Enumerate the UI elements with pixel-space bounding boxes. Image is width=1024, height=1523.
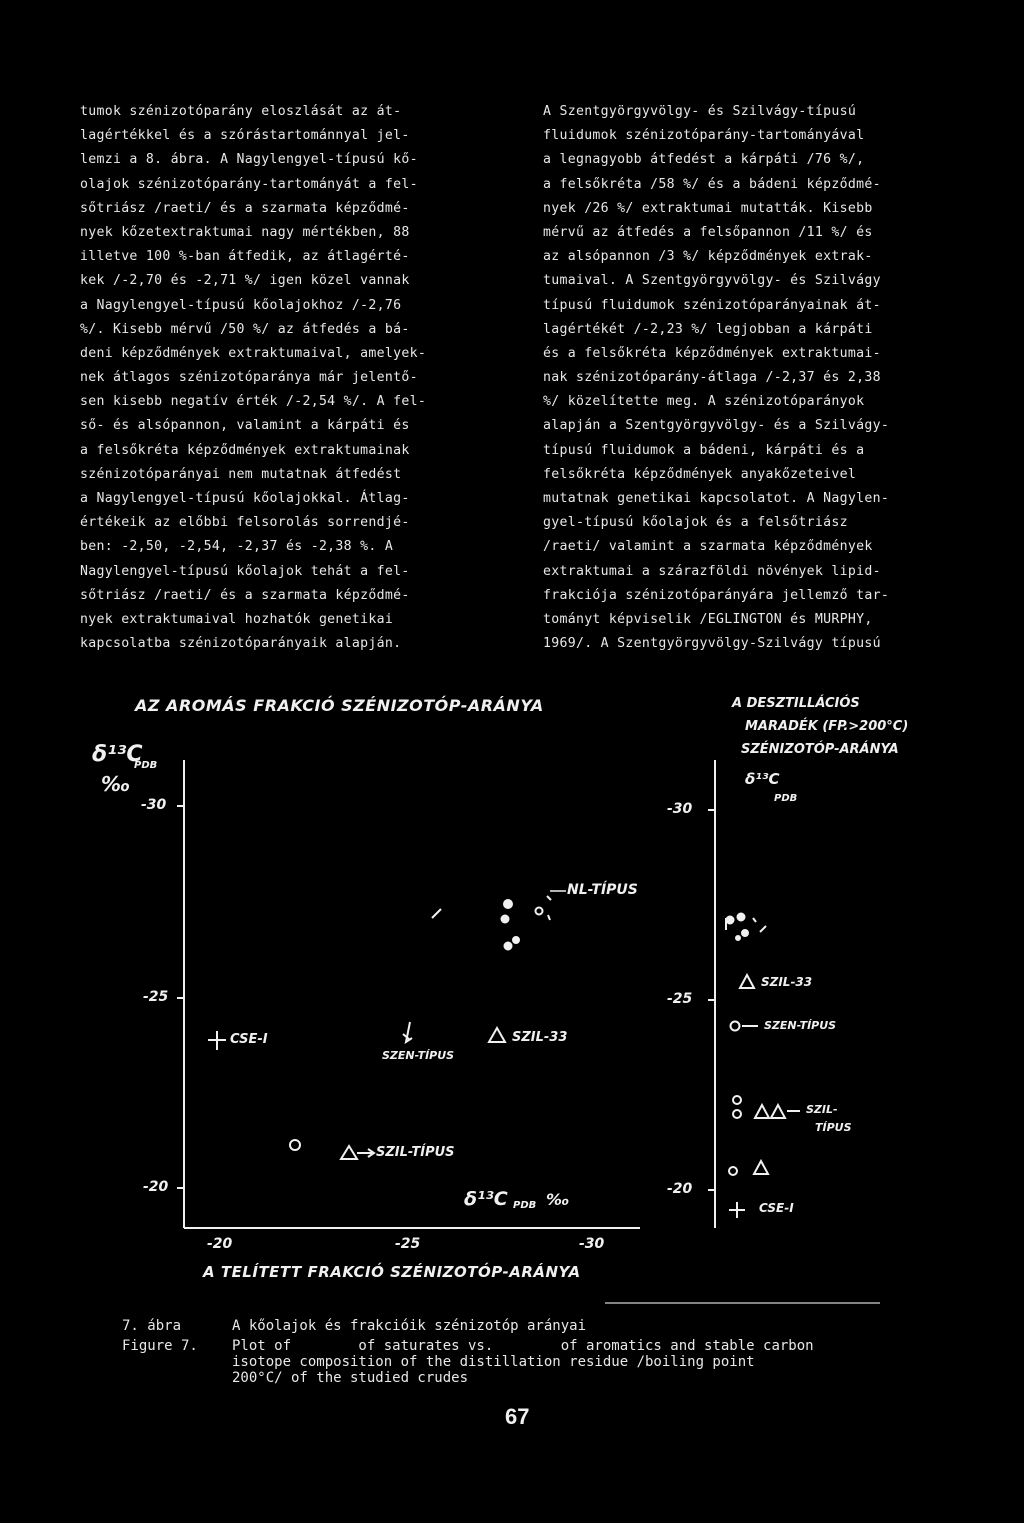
text-line: a felsőkréta /58 %/ és a bádeni képződmé- [543,176,881,192]
main-plot-title: AZ AROMÁS FRAKCIÓ SZÉNIZOTÓP-ARÁNYA [135,696,544,715]
side-circle [729,1167,737,1175]
szil-33-marker [489,1028,505,1042]
text-line: gyel-típusú kőolajok és a felsőtriász [543,515,848,531]
side-point [737,913,745,921]
text-line: olajok szénizotóparány-tartományát a fel- [80,176,418,192]
side-tick [753,918,756,922]
text-line: szénizotóparányai nem mutatnak átfedést [80,466,402,482]
side-plot-points [726,913,800,1218]
inner-label-symbol: δ¹³C [464,1188,508,1210]
text-line: értékeik az előbbi felsorolás sorrendjé- [80,515,410,531]
text-line: Nagylengyel-típusú kőolajok tehát a fel- [80,563,410,579]
caption-en-label: Figure 7. [122,1338,198,1354]
text-line: kek /-2,70 és -2,71 %/ igen közel vannak [80,273,410,289]
szil-tipus-marker-triangle [341,1146,357,1159]
caption-hu-text: A kőolajok és frakcióik szénizotóp arányai [232,1318,587,1334]
text-line: sen kisebb negatív érték /-2,54 %/. A fel- [80,394,427,410]
label-nl-tipus: NL-TÍPUS [567,882,638,898]
caption-en-line-3: 200°C/ of the studied crudes [232,1370,469,1386]
text-line: mérvű az átfedés a felsőpannon /11 %/ és [543,224,873,240]
text-line: az alsópannon /3 %/ képződmények extrak- [543,249,873,265]
nl-tipus-point [513,937,520,944]
side-ytick-label: -25 [667,991,693,1007]
text-line: ben: -2,50, -2,54, -2,37 és -2,38 %. A [80,539,394,555]
side-tick [760,926,766,932]
text-line: 1969/. A Szentgyörgyvölgy-Szilvágy típusú [543,636,881,652]
text-line: és a felsőkréta képződmények extraktumai- [543,345,881,361]
text-line: felsőkréta képződmények anyakőzeteivel [543,466,857,482]
side-szil-33-marker [740,975,754,988]
nl-tipus-tick [548,915,550,920]
szen-tipus-marker [403,1022,412,1042]
text-line: deni képződmények extraktumaival, amelyek- [80,345,427,361]
text-line: tumok szénizotóparány eloszlását az át- [80,104,402,119]
text-line: frakciója szénizotóparányára jellemző tar- [543,587,890,603]
side-label-cse-1: CSE-I [759,1201,794,1215]
text-line: típusú fluidumok a bádeni, kárpáti és a [543,442,865,458]
side-title-line-3: SZÉNIZOTÓP-ARÁNYA [741,742,899,757]
text-line: kapcsolatba szénizotóparányaik alapján. [80,636,402,652]
nl-tipus-point [504,900,513,909]
side-point [726,916,734,924]
label-szil-33: SZIL-33 [512,1030,568,1045]
inner-label-unit: ‰ [546,1190,570,1209]
nl-tipus-point [504,942,512,950]
main-xtick-label: -20 [207,1236,233,1252]
page-number: 67 [505,1404,530,1429]
side-ylabel-sub: PDB [774,793,798,804]
caption-en-line-1: Plot of of saturates vs. of aromatics and stable carbon [232,1338,814,1354]
text-line: típusú fluidumok szénizotóparányainak át- [543,297,881,313]
label-szil-tipus: SZIL-TÍPUS [376,1145,455,1160]
main-ytick-label: -20 [143,1179,169,1195]
text-line: illetve 100 %-ban átfedik, az átlagérté- [80,249,410,265]
nl-tipus-tick [547,896,551,900]
text-line: nyek extraktumaival hozhatók genetikai [80,611,394,627]
main-ytick-label: -25 [143,989,169,1005]
side-point [736,936,741,941]
text-line: tományt képviselik /EGLINGTON és MURPHY, [543,611,873,627]
text-line: sőtriász /raeti/ és a szarmata képződmé- [80,200,410,216]
text-line: a felsőkréta képződmények extraktumainak [80,442,410,458]
text-line: nyek kőzetextraktumai nagy mértékben, 88 [80,224,410,240]
side-ytick-label: -30 [667,801,693,817]
text-line: sőtriász /raeti/ és a szarmata képződmé- [80,587,410,603]
main-ylabel-sub: PDB [134,760,158,771]
text-line: mutatnak genetikai kapcsolatot. A Nagylen- [543,491,890,506]
text-line: fluidumok szénizotóparány-tartományával [543,128,865,144]
text-line: /raeti/ valamint a szarmata képződmények [543,539,873,555]
nl-tipus-tick [432,909,441,918]
main-xtick-label: -25 [395,1236,421,1252]
side-label-szen-tipus: SZEN-TÍPUS [764,1019,837,1032]
caption-hu-label: 7. ábra [122,1318,182,1334]
text-line: lemzi a 8. ábra. A Nagylengyel-típusú kő- [80,152,418,168]
inner-label-sub: PDB [513,1200,537,1211]
side-szil-tipus-triangle [771,1105,785,1118]
text-line: a legnagyobb átfedést a kárpáti /76 %/, [543,152,865,168]
label-cse-1: CSE-I [230,1032,268,1047]
label-szen-tipus: SZEN-TÍPUS [382,1049,455,1062]
text-line: alapján a Szentgyörgyvölgy- és a Szilvágy- [543,418,890,434]
text-line: ső- és alsópannon, valamint a kárpáti és [80,418,410,434]
side-label-szil-33: SZIL-33 [761,975,813,989]
text-line: tumaival. A Szentgyörgyvölgy- és Szilvágy [543,273,881,289]
side-label-szil-tipus-2: TÍPUS [815,1121,852,1134]
main-xlabel: A TELÍTETT FRAKCIÓ SZÉNIZOTÓP-ARÁNYA [203,1263,581,1281]
text-line: a Nagylengyel-típusú kőolajokkal. Átlag- [80,491,410,506]
nl-tipus-point-open [536,908,543,915]
side-point [742,930,749,937]
text-line: lagértékkel és a szórástartománnyal jel- [80,128,410,144]
side-ylabel-symbol: δ¹³C [745,770,780,788]
main-plot-points [208,891,566,1159]
main-ylabel-symbol: δ¹³C [92,742,143,767]
caption-en-line-2: isotope composition of the distillation residue /boiling point [232,1354,755,1370]
text-line: nyek /26 %/ extraktumai mutatták. Kisebb [543,200,873,216]
main-ytick-label: -30 [141,797,167,813]
text-line: a Nagylengyel-típusú kőolajokhoz /-2,76 [80,297,402,313]
side-szen-tipus-marker [731,1022,740,1031]
side-szil-tipus-circle [733,1110,741,1118]
side-title-line-2: MARADÉK (FP.>200°C) [745,719,909,734]
text-line: extraktumai a szárazföldi növények lipid- [543,563,881,579]
side-szil-tipus-triangle [755,1105,769,1118]
text-line: nak szénizotóparány-átlaga /-2,37 és 2,38 [543,370,881,386]
text-line: A Szentgyörgyvölgy- és Szilvágy-típusú [543,104,857,119]
side-title-line-1: A DESZTILLÁCIÓS [732,696,860,711]
side-szil-tipus-circle [733,1096,741,1104]
nl-tipus-point [501,915,509,923]
main-ylabel-unit: ‰ [101,772,131,796]
main-xtick-label: -30 [579,1236,605,1252]
side-ytick-label: -20 [667,1181,693,1197]
text-line: lagértékét /-2,23 %/ legjobban a kárpáti [543,321,873,337]
side-plot-axes [708,760,715,1228]
text-line: %/. Kisebb mérvű /50 %/ az átfedés a bá- [80,321,410,337]
text-line: %/ közelítette meg. A szénizotóparányok [543,394,865,410]
side-triangle [754,1161,768,1174]
szil-tipus-marker-circle [290,1140,300,1150]
text-line: nek átlagos szénizotóparánya már jelentő- [80,370,418,386]
side-label-szil-tipus-1: SZIL- [806,1103,838,1116]
